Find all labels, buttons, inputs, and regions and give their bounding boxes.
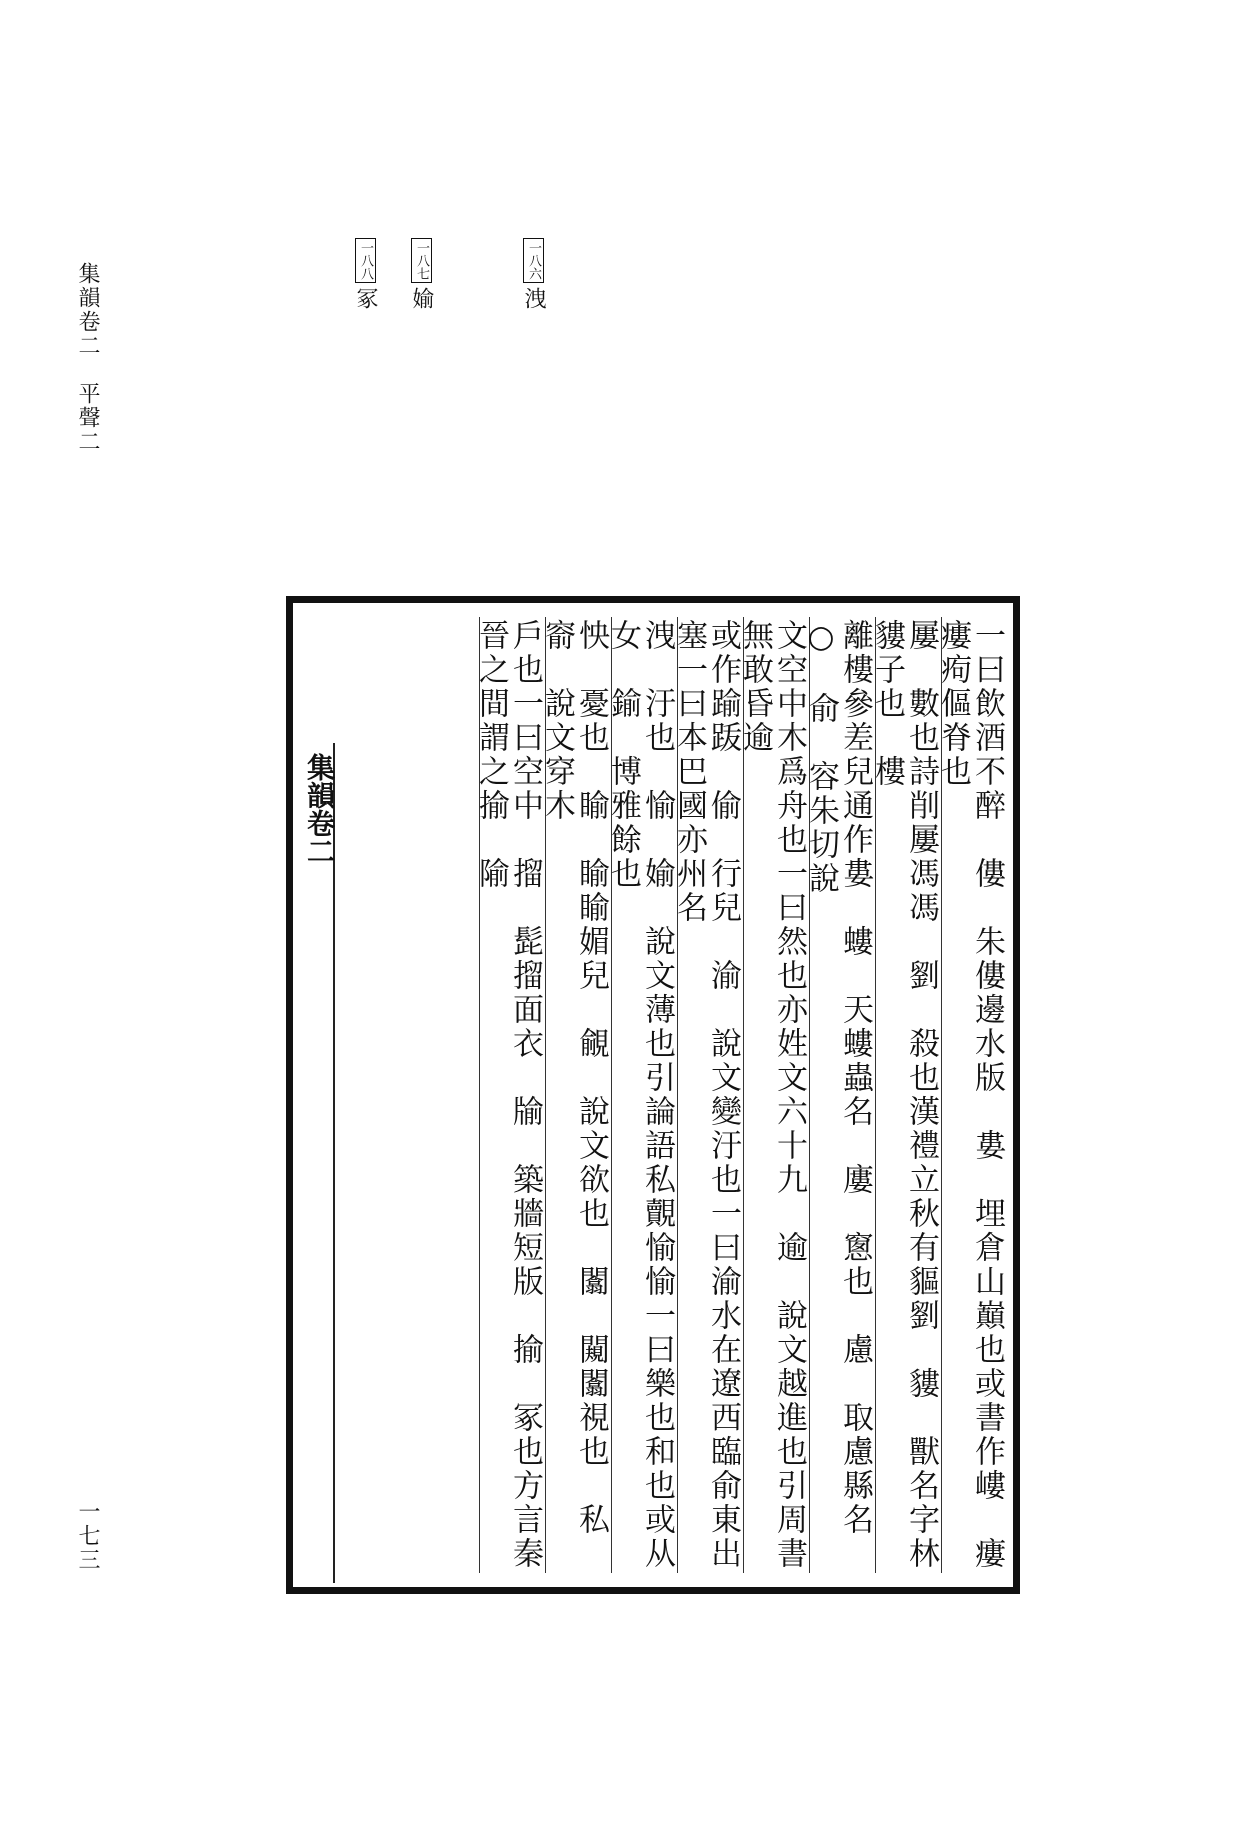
note-mark: 一八七 xyxy=(411,238,432,283)
column-text: 一曰飲酒不醉 僂 朱僂邊水版 婁 埋倉山巔也或書作嶁 瘻 瘻痀傴脊也 xyxy=(935,619,1005,1605)
collation-note xyxy=(350,238,381,309)
text-column xyxy=(803,617,876,1573)
collation-note xyxy=(406,238,437,309)
column-text: 怏 憂也 睮 睮睮媚兒 覦 說文欲也 闟 闚闟視也 私 窬 說文穿木 xyxy=(539,619,609,1571)
text-column xyxy=(935,617,1008,1605)
margin-label: 集韻卷二 xyxy=(303,753,336,865)
fold-margin xyxy=(295,743,335,1583)
text-columns xyxy=(339,617,1005,1605)
column-text: 或作踰䟦 偷 行兒 渝 說文變汙也一曰渝水在遼西臨俞東出塞一曰本巴國亦州名 xyxy=(671,619,741,1571)
column-text: 戶也一曰空中 㨨 髭㨨面衣 牏 築牆短版 揄 冢也方言秦晉之間謂之揄 隃 xyxy=(473,619,543,1571)
column-text: 文空中木爲舟也一曰然也亦姓文六十九 逾 說文越進也引周書無敢昏逾 xyxy=(737,619,807,1571)
column-text: 離樓參差兒通作婁 螻 天螻蟲名 廔 窻也 慮 取慮縣名 ○ 俞 容朱切說 xyxy=(803,619,873,1571)
column-text: 洩 汙也 愉 媮 說文薄也引論語私覿愉愉一曰樂也和也或从女 鍮 博雅餘也 xyxy=(605,619,675,1571)
text-column xyxy=(473,617,546,1573)
running-head: 集韻卷二 平聲二 xyxy=(75,262,100,454)
text-column xyxy=(671,617,744,1573)
note-text: 冢 xyxy=(353,287,378,309)
column-text: 屢 數也詩削屢馮馮 劉 殺也漢禮立秋有貙劉 貗 獸名字林貗子也 樓 xyxy=(869,619,939,1571)
collation-note xyxy=(518,238,549,309)
page-number: 一七三 xyxy=(75,1500,100,1572)
woodblock-page-frame xyxy=(286,596,1020,1605)
text-column xyxy=(539,617,612,1573)
text-column xyxy=(869,617,942,1573)
note-text: 洩 xyxy=(521,287,546,309)
note-mark: 一八八 xyxy=(355,238,376,283)
text-column xyxy=(737,617,810,1573)
note-text: 媮 xyxy=(409,287,434,309)
note-mark: 一八六 xyxy=(523,238,544,283)
text-column xyxy=(605,617,678,1573)
